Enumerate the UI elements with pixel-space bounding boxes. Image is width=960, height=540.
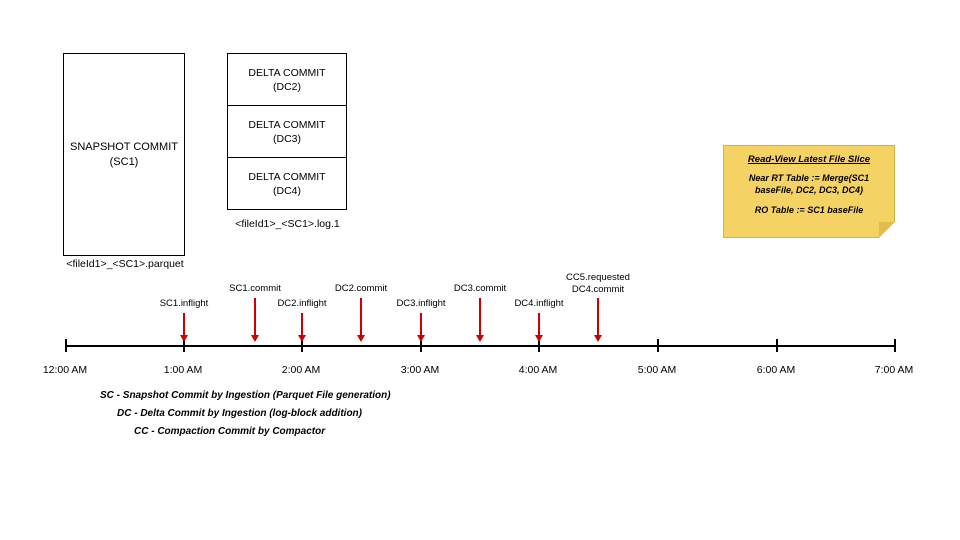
axis-tick-label: 5:00 AM: [637, 364, 677, 376]
arrow-head-icon: [251, 335, 259, 342]
axis-tick-label: 7:00 AM: [874, 364, 914, 376]
arrow-shaft: [360, 298, 362, 337]
legend-item: SC - Snapshot Commit by Ingestion (Parquet File generation): [100, 390, 391, 401]
read-view-note-ro: RO Table := SC1 baseFile: [754, 205, 864, 215]
read-view-note: [723, 145, 895, 238]
timeline-axis: [65, 345, 895, 347]
axis-tick-label: 6:00 AM: [756, 364, 796, 376]
axis-tick: [65, 339, 67, 352]
timeline-event-label: SC1.inflight: [159, 298, 209, 309]
arrow-head-icon: [594, 335, 602, 342]
axis-tick: [894, 339, 896, 352]
arrow-head-icon: [357, 335, 365, 342]
arrow-shaft: [479, 298, 481, 337]
arrow-shaft: [301, 313, 303, 337]
timeline-event-label: DC3.commit: [453, 283, 507, 294]
arrow-head-icon: [535, 335, 543, 342]
axis-tick-label: 3:00 AM: [400, 364, 440, 376]
timeline-event-label: SC1.commit: [229, 283, 281, 294]
axis-tick-label: 12:00 AM: [42, 364, 88, 376]
legend-item: DC - Delta Commit by Ingestion (log-block addition): [117, 408, 362, 419]
timeline-event-label: CC5.requested DC4.commit: [566, 272, 630, 295]
axis-tick-label: 2:00 AM: [281, 364, 321, 376]
axis-tick: [776, 339, 778, 352]
axis-tick: [657, 339, 659, 352]
delta-commit-sub: (DC3): [273, 132, 301, 145]
axis-tick-label: 4:00 AM: [518, 364, 558, 376]
arrow-shaft: [420, 313, 422, 337]
arrow-shaft: [183, 313, 185, 337]
delta-commit-cell: [228, 106, 346, 158]
delta-commit-sub: (DC4): [273, 185, 301, 197]
read-view-note-near-rt: Near RT Table := Merge(SC1 baseFile, DC2, DC3, DC4): [748, 173, 870, 195]
delta-commit-title: DELTA COMMIT: [248, 118, 326, 131]
delta-commit-title: DELTA COMMIT: [248, 66, 326, 79]
snapshot-commit-label: SNAPSHOT COMMIT (SC1): [70, 140, 178, 168]
delta-commit-cell: [228, 54, 346, 106]
timeline-event-label: DC2.commit: [334, 283, 388, 294]
delta-commit-sub: (DC2): [273, 80, 301, 93]
legend-item: CC - Compaction Commit by Compactor: [134, 426, 326, 437]
arrow-shaft: [538, 313, 540, 337]
arrow-head-icon: [298, 335, 306, 342]
timeline-event-label: DC3.inflight: [396, 298, 446, 309]
arrow-shaft: [597, 298, 599, 337]
read-view-note-title: Read-View Latest File Slice: [747, 154, 871, 165]
snapshot-commit-box: [63, 53, 185, 256]
arrow-head-icon: [417, 335, 425, 342]
log-file-box: [227, 53, 347, 210]
arrow-head-icon: [180, 335, 188, 342]
delta-commit-cell: [228, 158, 346, 210]
log-file-caption: <fileId1>_<SC1>.log.1: [235, 218, 340, 230]
parquet-file-caption: <fileId1>_<SC1>.parquet: [66, 258, 184, 270]
delta-commit-title: DELTA COMMIT: [248, 171, 326, 183]
arrow-head-icon: [476, 335, 484, 342]
axis-tick-label: 1:00 AM: [163, 364, 203, 376]
arrow-shaft: [254, 298, 256, 337]
timeline-event-label: DC2.inflight: [277, 298, 327, 309]
timeline-event-label: DC4.inflight: [514, 298, 564, 309]
